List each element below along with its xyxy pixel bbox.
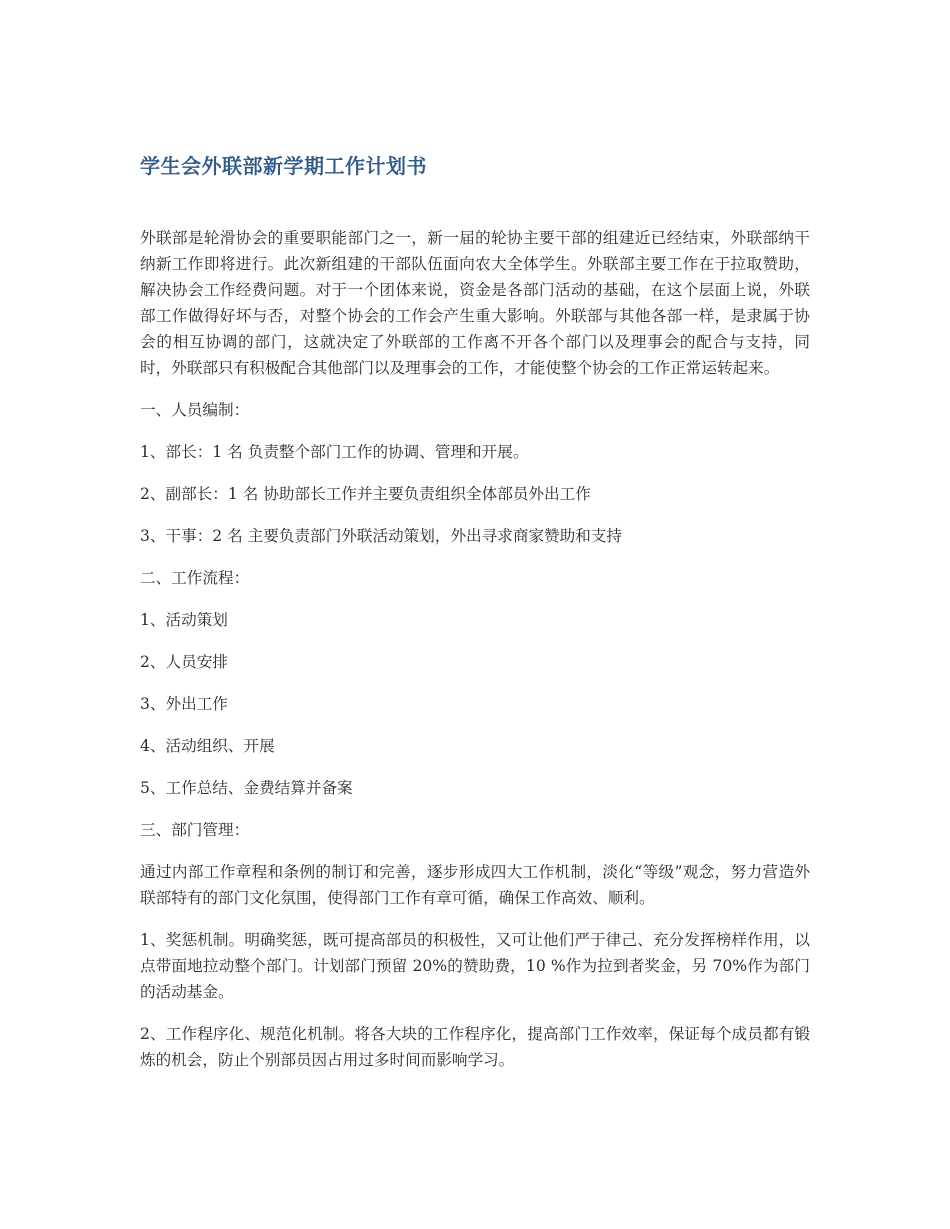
management-item: 1、奖惩机制。明确奖惩，既可提高部员的积极性，又可让他们严于律己、充分发挥榜样作用，以点带面地拉动整个部门。计划部门预留 20%的赞助费，10 %作为拉到者奖金，另 70%作为部门的活动基金。 bbox=[140, 931, 810, 1001]
section-heading-workflow: 二、工作流程： bbox=[140, 569, 250, 587]
workflow-item: 2、人员安排 bbox=[140, 653, 228, 671]
staffing-item: 2、副部长：1 名 协助部长工作并主要负责组织全体部员外出工作 bbox=[140, 485, 591, 503]
document-title: 学生会外联部新学期工作计划书 bbox=[140, 154, 427, 178]
management-item: 2、工作程序化、规范化机制。将各大块的工作程序化，提高部门工作效率，保证每个成员都有锻炼的机会，防止个别部员因占用过多时间而影响学习。 bbox=[140, 1025, 810, 1069]
section-heading-management: 三、部门管理： bbox=[140, 821, 250, 839]
workflow-item: 5、工作总结、金费结算并备案 bbox=[140, 779, 353, 797]
staffing-item: 1、部长：1 名 负责整个部门工作的协调、管理和开展。 bbox=[140, 443, 529, 461]
intro-paragraph: 外联部是轮滑协会的重要职能部门之一，新一届的轮协主要干部的组建近已经结束，外联部纳干纳新工作即将进行。此次新组建的干部队伍面向农大全体学生。外联部主要工作在于拉取赞助，解决协会工作经费问题。对于一个团体来说，资金是各部门活动的基础，在这个层面上说，外联部工作做得好坏与否，对整个协会的工作会产生重大影响。外联部与其他各部一样，是隶属于协会的相互协调的部门，这就决定了外联部的工作离不开各个部门以及理事会的配合与支持，同时，外联部只有积极配合其他部门以及理事会的工作，才能使整个协会的工作正常运转起来。 bbox=[140, 229, 810, 377]
staffing-item: 3、干事：2 名 主要负责部门外联活动策划，外出寻求商家赞助和支持 bbox=[140, 527, 622, 545]
workflow-item: 4、活动组织、开展 bbox=[140, 737, 275, 755]
management-intro-paragraph: 通过内部工作章程和条例的制订和完善，逐步形成四大工作机制，淡化“等级”观念，努力营造外联部特有的部门文化氛围，使得部门工作有章可循，确保工作高效、顺利。 bbox=[140, 863, 810, 907]
workflow-item: 1、活动策划 bbox=[140, 611, 228, 629]
workflow-item: 3、外出工作 bbox=[140, 695, 228, 713]
section-heading-staffing: 一、人员编制： bbox=[140, 401, 250, 419]
document-page bbox=[140, 150, 810, 1089]
